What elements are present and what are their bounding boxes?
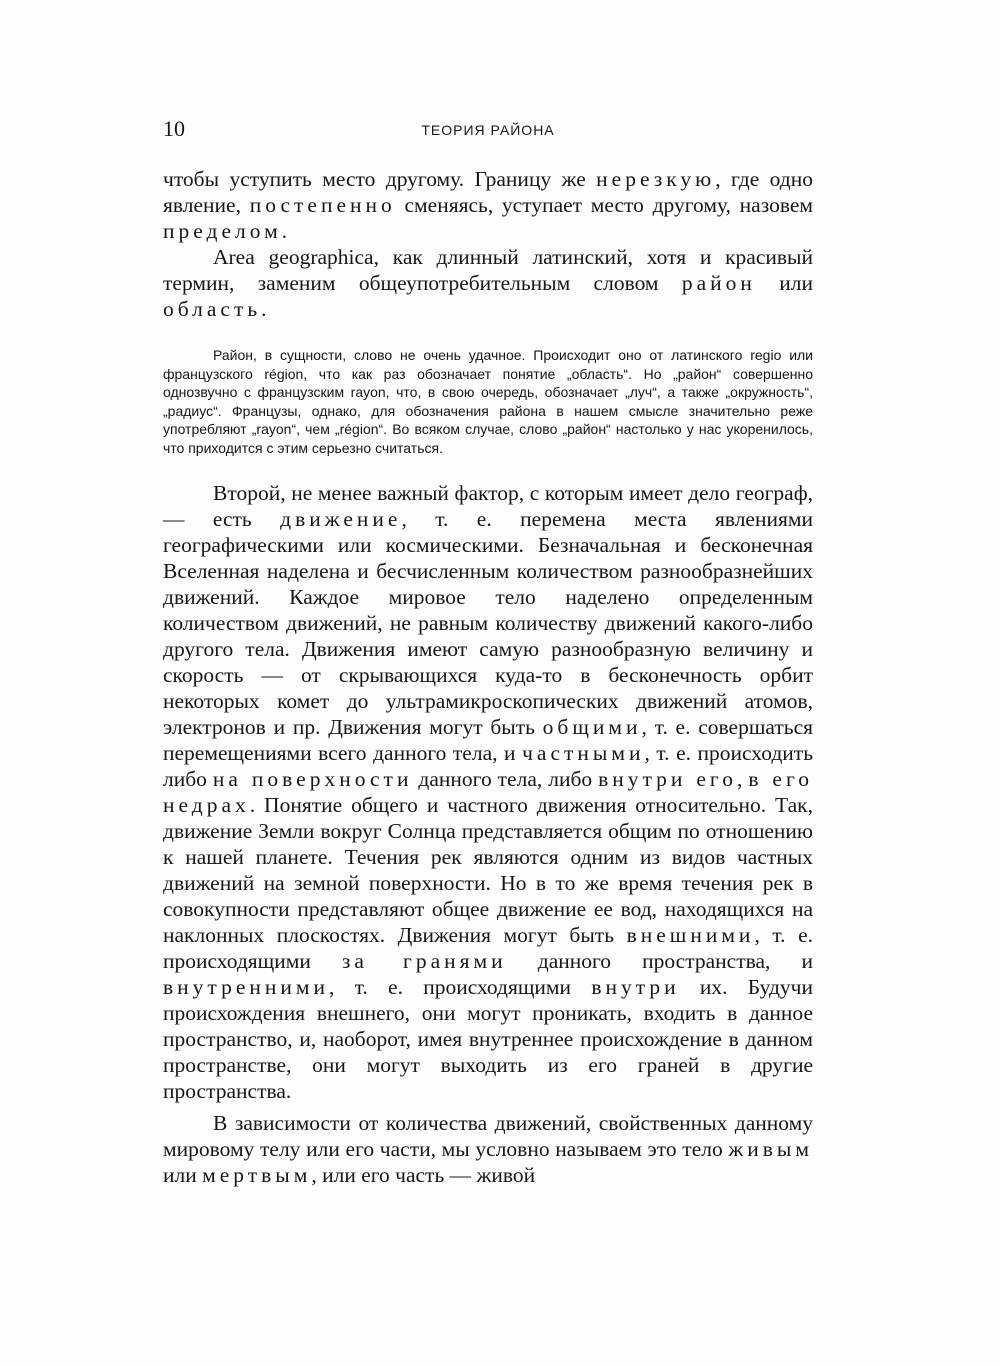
spaced-term: область (163, 297, 262, 321)
paragraph-1 (163, 166, 813, 244)
page-body (163, 166, 813, 1188)
spaced-term: движение (280, 506, 402, 531)
spaced-term: частными (522, 740, 645, 765)
text-run: Area geographica, как длинный латинский, хотя и красивый термин, заменим общеупотребительным словом (163, 245, 813, 295)
text-run: , т. е. перемена места явлениями географическими или космическими. Безначальная и бесконечная Вселенная наделена и бесчисленным количеством разнообразнейших движений. Каждое мировое тело наделено определенным количеством движений, не равным количеству движений какого-либо другого тела. Движения имеют самую разнообразную величину и скорость — от скрывающихся куда-то в бесконечность орбит некоторых комет до ультрамикроскопических движений атомов, электронов и пр. Движения могут быть (163, 506, 813, 739)
text-run: сменяясь, уступает место другому, назовем (395, 193, 813, 217)
text-run: данного тела, либо (412, 766, 599, 791)
text-run: , (736, 766, 749, 791)
text-run: , т. е. происходящими (163, 922, 814, 973)
text-run: В зависимости от количества движений, свойственных данному мировому телу или его части, мы условно называем это тело (163, 1110, 813, 1161)
spaced-term: живым (728, 1136, 813, 1161)
spaced-term: внутренними (163, 974, 329, 999)
text-run: или (755, 271, 813, 295)
page-number: 10 (163, 116, 185, 141)
text-run: или (163, 1162, 203, 1187)
spaced-term: район (681, 271, 756, 295)
spaced-term: в его недрах (163, 766, 813, 817)
text-run: . Понятие общего и частного движения относительно. Так, движение Земли вокруг Солнца представляется общим по отношению к нашей планете. Течения рек являются одним из видов частных движений на земной поверхности. Но в то же время течения рек в совокупности представляют общее движение ее вод, находящихся на наклонных плоскостях. Движения могут быть (163, 792, 813, 947)
text-run: Второй, не менее важный фактор, с которым имеет дело географ,— есть (163, 480, 813, 531)
text-run: их. Будучи происхождения внешнего, они могут проникать, входить в данное пространство, и, наоборот, имея внутреннее происхождение в данном пространстве, они могут выходить из его граней в другие пространства. (163, 974, 813, 1103)
running-title: ТЕОРИЯ РАЙОНА (421, 122, 555, 138)
spaced-term: общими (542, 714, 642, 739)
text-run: , т. е. происходящими (329, 974, 592, 999)
spaced-term: мертвым (202, 1162, 312, 1187)
text-run: , или его часть — живой (311, 1162, 536, 1187)
text-run: , где одно явление, (163, 167, 813, 217)
paragraph-4 (163, 1110, 813, 1188)
spaced-term: внешними (626, 922, 755, 947)
text-run: . (281, 219, 288, 243)
paragraph-3 (163, 480, 813, 1104)
spaced-term: внутри его (598, 766, 737, 791)
page-header (163, 116, 813, 146)
text-run: , т. е. совершаться перемещениями всего данного тела, и (163, 714, 814, 765)
text-run: . (261, 297, 267, 321)
paragraph-2 (163, 244, 813, 322)
spaced-term: за гранями (341, 948, 507, 973)
text-run: чтобы уступить место другому. Границу же (163, 167, 597, 191)
text-run: , т. е. происходить либо (163, 740, 814, 791)
spaced-term: постепенно (249, 193, 396, 217)
spaced-term: нерезкую (596, 167, 716, 191)
text-run: данного пространства, и (506, 948, 813, 973)
spaced-term: внутри (591, 974, 680, 999)
spaced-term: пределом (163, 219, 282, 243)
footnote-block: Район, в сущности, слово не очень удачное. Происходит оно от латинского regio или французского région, что как раз обозначает понятие „область“. Но „район“ совершенно однозвучно с французским rayon, что, в свою очередь, обозначает „луч“, а также „окружность“, „радиус“. Французы, однако, для обозначения района в нашем смысле значительно реже употребляют „rayon“, чем „région“. Во всяком случае, слово „район“ настолько у нас укоренилось, что приходится с этим серьезно считаться. (163, 347, 813, 456)
spaced-term: на поверхности (212, 766, 413, 791)
